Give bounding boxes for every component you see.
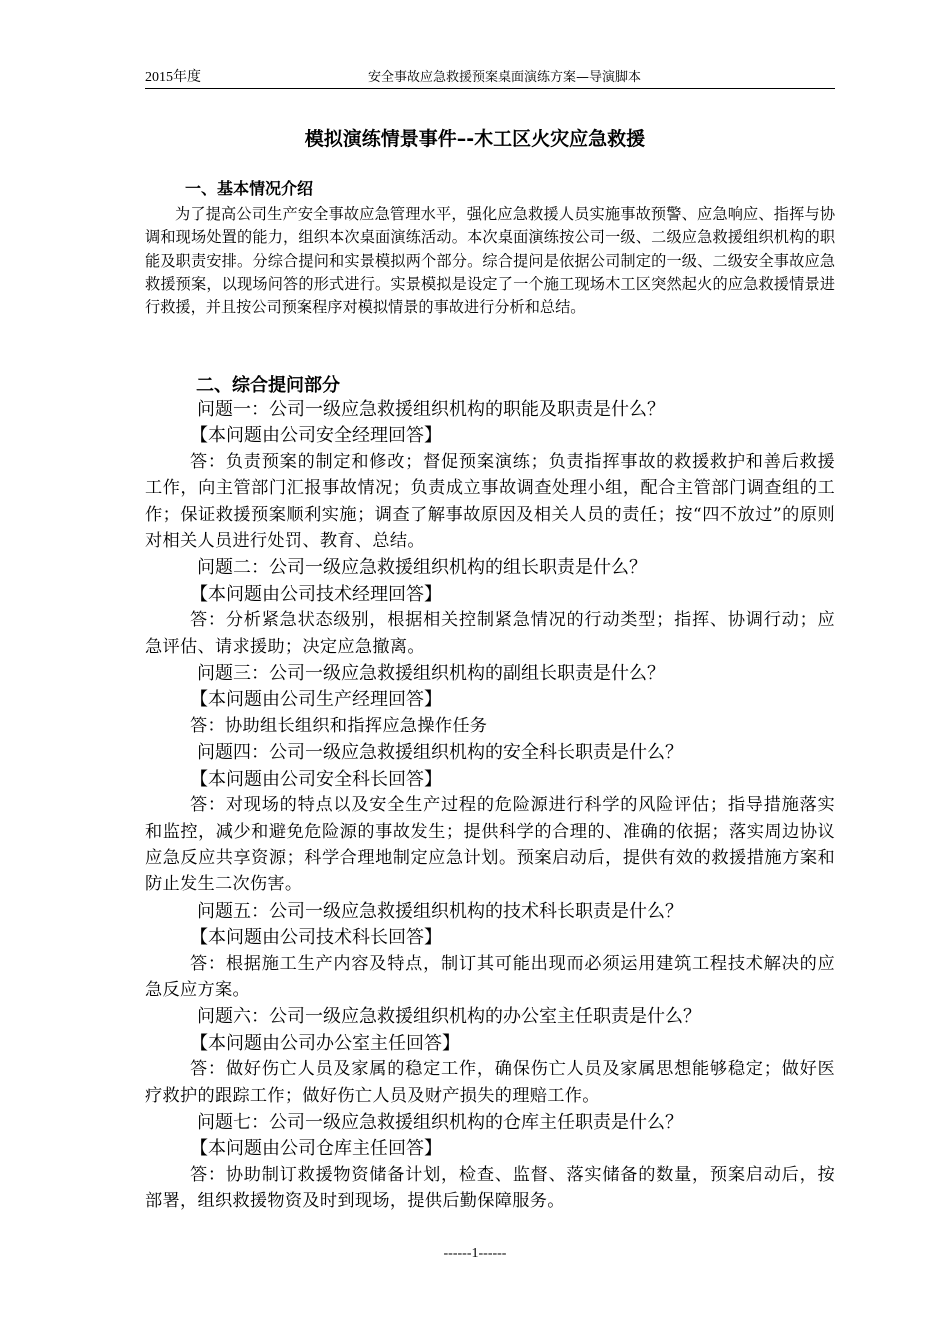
page-header	[145, 66, 835, 89]
question: 问题六：公司一级应急救援组织机构的办公室主任职责是什么？	[197, 1006, 701, 1027]
page-number: ------1------	[443, 1246, 507, 1261]
section1-heading: 一、基本情况介绍	[185, 179, 314, 198]
qa-item	[145, 554, 835, 660]
page-title: 模拟演练情景事件–-木工区火灾应急救援	[304, 128, 646, 150]
question: 问题三：公司一级应急救援组织机构的副组长职责是什么？	[197, 663, 665, 684]
answer: 答：协助制订救援物资储备计划，检查、监督、落实储备的数量，预案启动后，按部署，组织救援物资及时到现场，提供后勤保障服务。	[145, 1164, 835, 1212]
responder: 【本问题由公司安全科长回答】	[190, 768, 442, 789]
header-year: 2015年度	[145, 70, 201, 85]
responder: 【本问题由公司安全经理回答】	[190, 425, 442, 446]
responder: 【本问题由公司技术经理回答】	[190, 583, 442, 604]
qa-item	[145, 660, 835, 739]
responder: 【本问题由公司技术科长回答】	[190, 927, 442, 948]
section2-heading: 二、综合提问部分	[196, 375, 340, 396]
qa-item	[145, 1109, 835, 1215]
question: 问题一：公司一级应急救援组织机构的职能及职责是什么？	[197, 399, 665, 419]
header-doc-title: 安全事故应急救援预案桌面演练方案—导演脚本	[368, 70, 642, 85]
answer: 答：对现场的特点以及安全生产过程的危险源进行科学的风险评估；指导措施落实和监控，减少和避免危险源的事故发生；提供科学的合理的、准确的依据；落实周边协议应急反应共享资源；科学合理地制定应急计划。预案启动后，提供有效的救援措施方案和防止发生二次伤害。	[145, 795, 835, 895]
answer: 答：负责预案的制定和修改；督促预案演练；负责指挥事故的救援救护和善后救援工作，向主管部门汇报事故情况；负责成立事故调查处理小组，配合主管部门调查组的工作；保证救援预案顺利实施；调查了解事故原因及相关人员的责任；按“四不放过”的原则对相关人员进行处罚、教育、总结。	[145, 451, 835, 552]
question: 问题二：公司一级应急救援组织机构的组长职责是什么？	[197, 557, 647, 578]
qa-list	[145, 396, 835, 1215]
qa-item	[145, 1003, 835, 1109]
answer: 答：根据施工生产内容及特点，制订其可能出现而必须运用建筑工程技术解决的应急反应方案。	[145, 953, 835, 1000]
responder: 【本问题由公司生产经理回答】	[190, 689, 442, 710]
question: 问题四：公司一级应急救援组织机构的安全科长职责是什么？	[197, 742, 683, 763]
qa-item	[145, 739, 835, 897]
answer: 答：协助组长组织和指挥应急操作任务	[190, 715, 488, 736]
question: 问题五：公司一级应急救援组织机构的技术科长职责是什么？	[197, 900, 683, 921]
qa-item	[145, 396, 835, 554]
responder: 【本问题由公司仓库主任回答】	[190, 1138, 442, 1159]
answer: 答：做好伤亡人员及家属的稳定工作，确保伤亡人员及家属思想能够稳定；做好医疗救护的跟踪工作；做好伤亡人员及财产损失的理赔工作。	[145, 1059, 835, 1106]
section1-body: 为了提高公司生产安全事故应急管理水平，强化应急救援人员实施事故预警、应急响应、指挥与协调和现场处置的能力，组织本次桌面演练活动。本次桌面演练按公司一级、二级应急救援组织机构的职能及职责安排。分综合提问和实景模拟两个部分。综合提问是依据公司制定的一级、二级安全事故应急救援预案，以现场问答的形式进行。实景模拟是设定了一个施工现场木工区突然起火的应急救援情景进行救援，并且按公司预案程序对模拟情景的事故进行分析和总结。	[145, 205, 835, 317]
question: 问题七：公司一级应急救援组织机构的仓库主任职责是什么？	[197, 1111, 683, 1132]
qa-item	[145, 898, 835, 1004]
responder: 【本问题由公司办公室主任回答】	[190, 1032, 460, 1053]
answer: 答：分析紧急状态级别，根据相关控制紧急情况的行动类型；指挥、协调行动；应急评估、请求援助；决定应急撤离。	[145, 610, 835, 657]
